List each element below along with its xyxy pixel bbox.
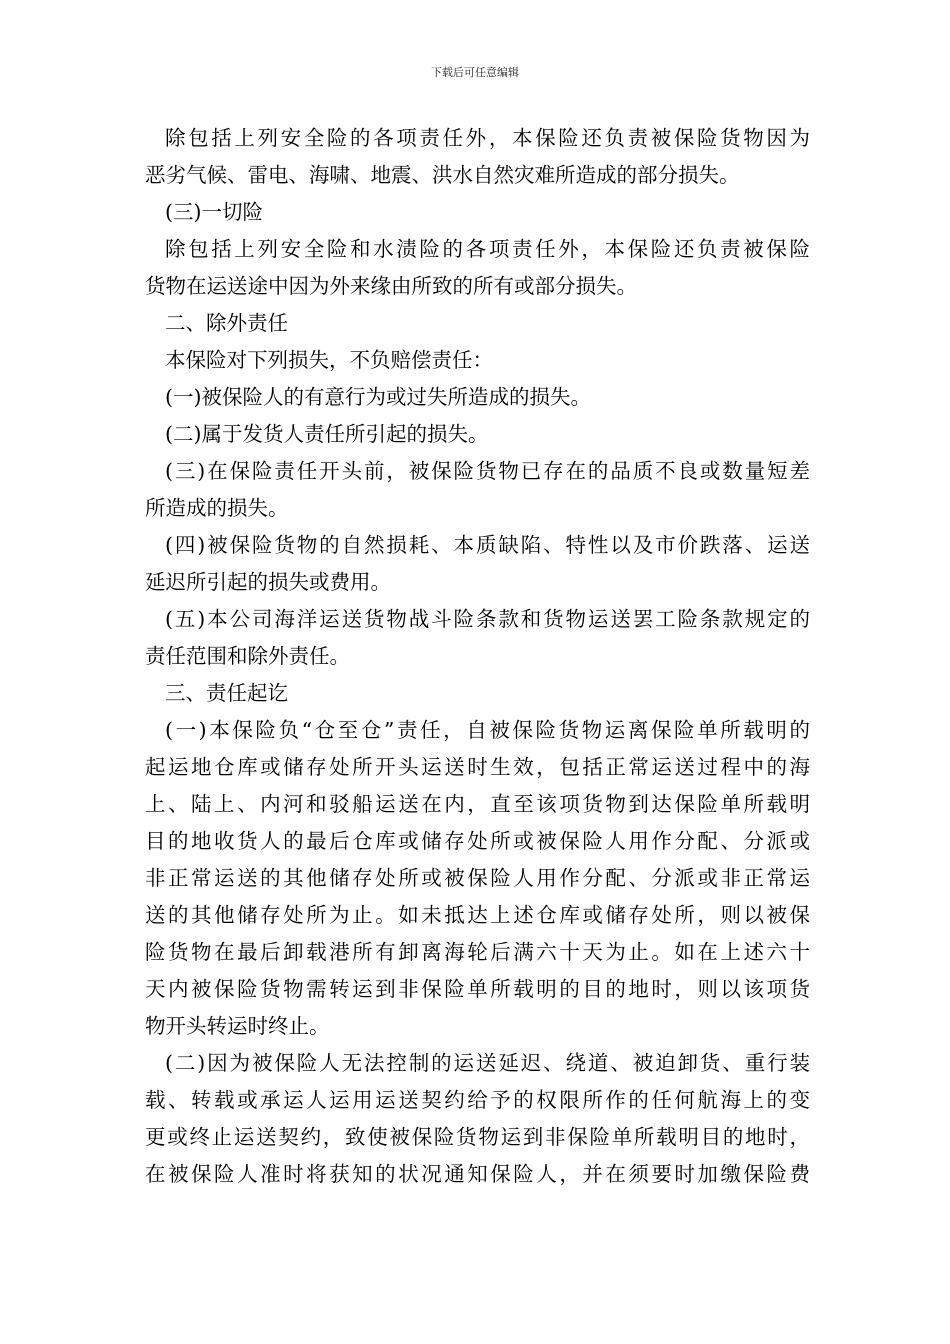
text-line: 货物在运送途中因为外来缘由所致的所有或部分损失。	[145, 274, 637, 298]
text-line: (二)属于发货人责任所引起的损失。	[165, 422, 489, 446]
text-line: 恶劣气候、雷电、海啸、地震、洪水自然灾难所造成的部分损失。	[145, 163, 740, 187]
text-line: 在被保险人准时将获知的状况通知保险人，并在须要时加缴保险费	[145, 1162, 810, 1186]
text-line: 三、责任起讫	[165, 681, 288, 705]
text-line: 天内被保险货物需转运到非保险单所载明的目的地时，则以该项货	[145, 977, 810, 1001]
text-line: (四)被保险货物的自然损耗、本质缺陷、特性以及市价跌落、运送	[165, 533, 810, 557]
text-line: (一)本保险负“仓至仓”责任，自被保险货物运离保险单所载明的	[165, 718, 810, 742]
text-line: 二、除外责任	[165, 311, 288, 335]
text-line: 所造成的损失。	[145, 496, 289, 520]
text-line: 除包括上列安全险的各项责任外，本保险还负责被保险货物因为	[165, 126, 810, 150]
text-line: 起运地仓库或储存处所开头运送时生效，包括正常运送过程中的海	[145, 755, 810, 779]
text-line: 本保险对下列损失，不负赔偿责任：	[165, 348, 493, 372]
text-line: (三)在保险责任开头前，被保险货物已存在的品质不良或数量短差	[165, 459, 810, 483]
text-line: 责任范围和除外责任。	[145, 644, 350, 668]
text-line: 除包括上列安全险和水渍险的各项责任外，本保险还负责被保险	[165, 237, 810, 261]
text-line: 物开头转运时终止。	[145, 1014, 330, 1038]
text-line: 送的其他储存处所为止。如未抵达上述仓库或储存处所，则以被保	[145, 903, 810, 927]
document-body	[145, 120, 810, 1193]
text-line: 目的地收货人的最后仓库或储存处所或被保险人用作分配、分派或	[145, 829, 810, 853]
text-line: 上、陆上、内河和驳船运送在内，直至该项货物到达保险单所载明	[145, 792, 810, 816]
text-line: 更或终止运送契约，致使被保险货物运到非保险单所载明目的地时，	[145, 1125, 810, 1149]
text-line: 险货物在最后卸载港所有卸离海轮后满六十天为止。如在上述六十	[145, 940, 810, 964]
text-line: (五)本公司海洋运送货物战斗险条款和货物运送罢工险条款规定的	[165, 607, 810, 631]
text-line: 载、转载或承运人运用运送契约给予的权限所作的任何航海上的变	[145, 1088, 810, 1112]
page-header: 下载后可任意编辑	[431, 66, 519, 79]
text-line: (三)一切险	[165, 200, 263, 224]
text-line: (二)因为被保险人无法控制的运送延迟、绕道、被迫卸货、重行装	[165, 1051, 810, 1075]
text-line: (一)被保险人的有意行为或过失所造成的损失。	[165, 385, 591, 409]
text-line: 延迟所引起的损失或费用。	[145, 570, 391, 594]
text-line: 非正常运送的其他储存处所或被保险人用作分配、分派或非正常运	[145, 866, 810, 890]
